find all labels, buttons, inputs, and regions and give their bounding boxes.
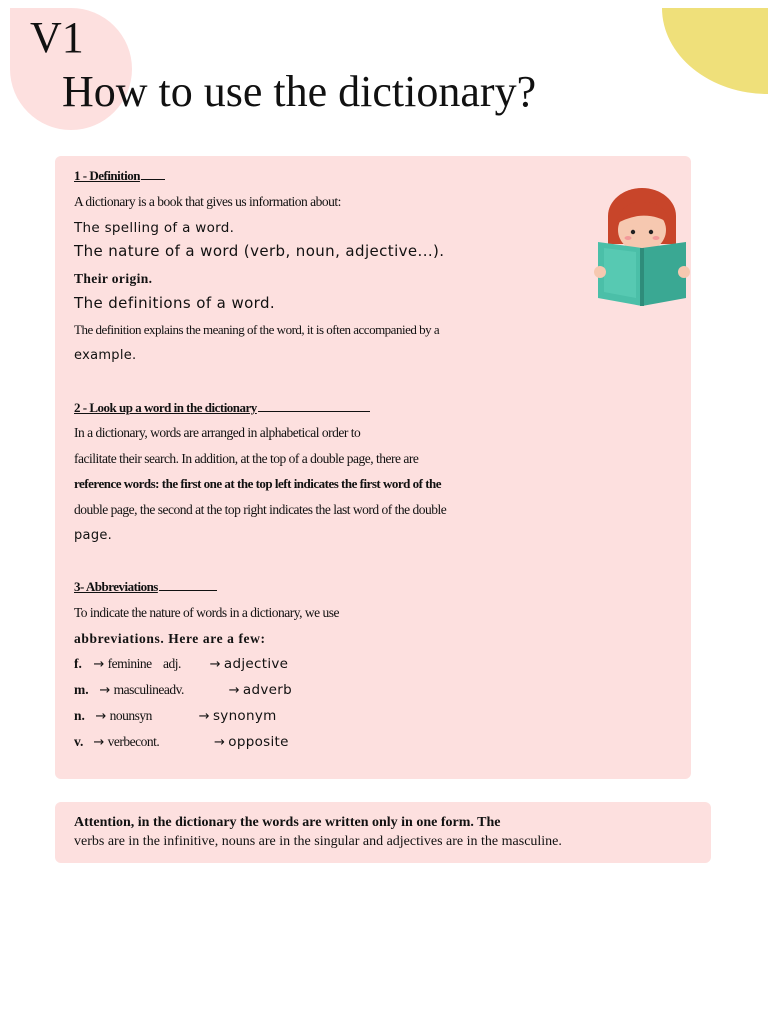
book-spine [640,248,644,306]
hand-shape [678,266,690,278]
section-1-item-origin: Their origin. [74,271,153,286]
cheek-shape [625,236,632,240]
section-1-heading: 1 - Definition [74,168,165,184]
section-1-item-spelling: The spelling of a word. [74,220,235,236]
section-2-line-1: In a dictionary, words are arranged in alphabetical order to [74,425,361,440]
abbreviation-row [74,708,277,724]
arrow-right-icon: → [95,709,107,724]
arrow-right-icon: → [214,735,225,750]
abbreviation-meaning-2: opposite [228,734,289,750]
arrow-right-icon: → [209,657,221,672]
abbreviation-meaning: verbe [107,734,136,749]
arrow-right-icon: → [93,657,105,672]
version-label: V1 [30,13,84,62]
decorative-yellow-quarter-circle [662,8,768,94]
section-3-heading: 3- Abbreviations [74,579,217,595]
abbreviation-key: n. [74,708,85,723]
page-title: How to use the dictionary? [62,67,537,116]
section-2-line-4: double page, the second at the top right indicates the last word of the double [74,502,447,517]
eye-shape [631,230,635,234]
section-3-intro-end: abbreviations. Here are a few: [74,631,266,646]
attention-note [55,802,711,863]
abbreviation-key: f. [74,656,82,671]
section-1-explanation: The definition explains the meaning of the word, it is often accompanied by a [74,322,440,337]
eye-shape [649,230,653,234]
abbreviation-meaning: masculine [113,682,164,697]
book-page-highlight [604,248,636,298]
section-1-explanation-end: example. [74,348,137,363]
hand-shape [594,266,606,278]
girl-reading-book-icon [592,186,692,308]
section-1-item-nature: The nature of a word (verb, noun, adjective...). [74,242,445,260]
abbreviation-key: m. [74,682,89,697]
attention-note-line-1: Attention, in the dictionary the words are written only in one form. The [74,815,501,830]
section-2-line-5: page. [74,528,113,543]
abbreviation-meaning: feminine [107,656,152,671]
arrow-right-icon: → [93,735,105,750]
section-1-item-definitions: The definitions of a word. [74,294,276,312]
abbreviation-meaning: noun [109,708,135,723]
arrow-right-icon: → [228,683,240,698]
section-2-heading: 2 - Look up a word in the dictionary [74,400,370,416]
arrow-right-icon: → [198,709,210,724]
attention-note-line-2: verbs are in the infinitive, nouns are in the singular and adjectives are in the masculine. [74,834,562,849]
abbreviation-meaning-2: adverb [242,682,292,698]
abbreviation-key: v. [74,734,84,749]
abbreviation-row [74,734,289,750]
cheek-shape [653,236,660,240]
section-3-intro: To indicate the nature of words in a dictionary, we use [74,605,339,620]
abbreviation-key-2: adj. [163,656,181,671]
abbreviation-key-2: adv. [163,682,184,697]
abbreviation-row [74,656,288,672]
abbreviation-meaning-2: adjective [223,656,289,672]
abbreviation-meaning-2: synonym [212,708,277,724]
section-2-line-3: reference words: the first one at the top left indicates the first word of the [74,476,442,491]
abbreviation-key-2: cont. [135,734,160,749]
abbreviation-key-2: syn [134,708,152,723]
section-1-intro: A dictionary is a book that gives us information about: [74,194,341,209]
section-2-line-2: facilitate their search. In addition, at the top of a double page, there are [74,451,419,466]
arrow-right-icon: → [99,683,111,698]
abbreviation-row [74,682,292,698]
